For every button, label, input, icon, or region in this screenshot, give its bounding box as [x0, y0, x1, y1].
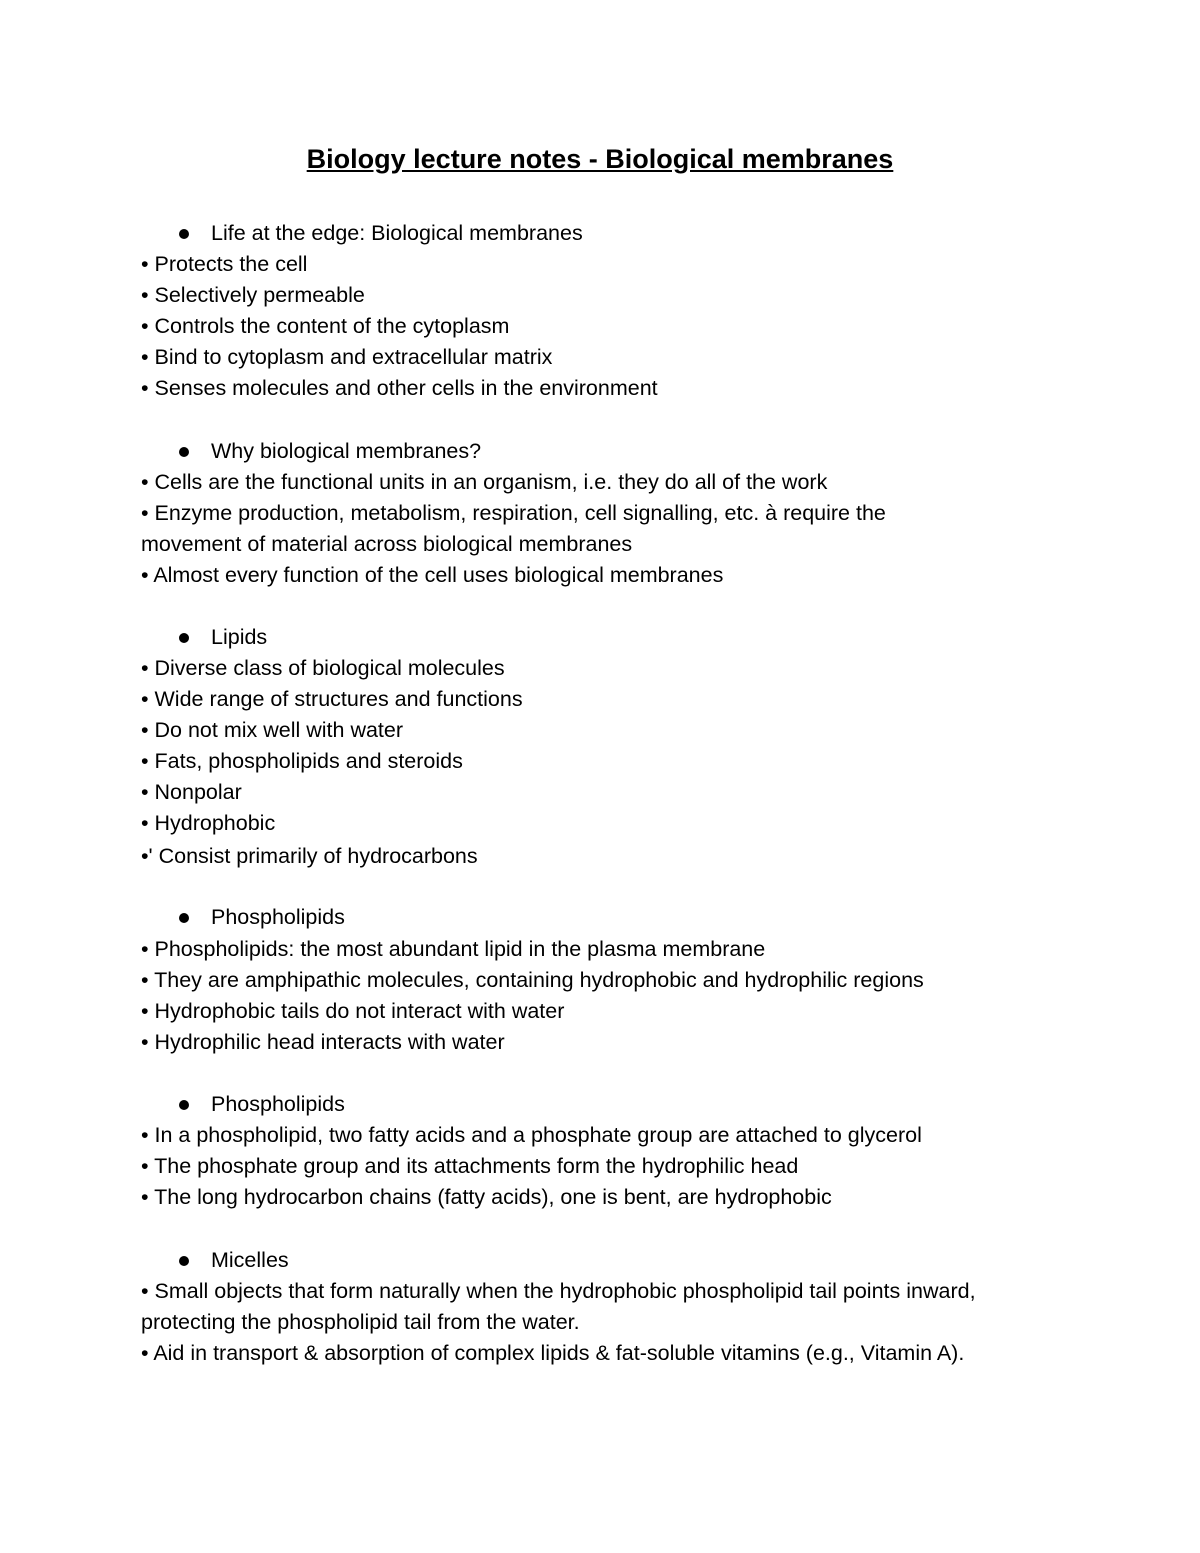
heading-bullet-icon	[179, 229, 189, 239]
page-title: Biology lecture notes - Biological membranes	[306, 144, 894, 174]
section-heading: Phospholipids	[211, 1092, 345, 1116]
list-item: • Fats, phospholipids and steroids	[141, 749, 463, 773]
list-item: • The long hydrocarbon chains (fatty acids), one is bent, are hydrophobic	[141, 1185, 832, 1209]
list-item: • They are amphipathic molecules, containing hydrophobic and hydrophilic regions	[141, 968, 924, 992]
list-item: • Senses molecules and other cells in the environment	[141, 376, 658, 400]
list-item: • Hydrophilic head interacts with water	[141, 1030, 505, 1054]
section-heading: Phospholipids	[211, 905, 345, 929]
heading-bullet-icon	[179, 1100, 189, 1110]
heading-bullet-icon	[179, 633, 189, 643]
list-item: • Hydrophobic tails do not interact with water	[141, 999, 565, 1023]
section-heading: Lipids	[211, 625, 268, 649]
list-item: • Diverse class of biological molecules	[141, 656, 505, 680]
heading-bullet-icon	[179, 447, 189, 457]
list-item: • Phospholipids: the most abundant lipid in the plasma membrane	[141, 937, 766, 961]
list-item: • Protects the cell	[141, 252, 308, 276]
list-item: • Selectively permeable	[141, 283, 365, 307]
list-item: • The phosphate group and its attachments form the hydrophilic head	[141, 1154, 799, 1178]
list-item: • Small objects that form naturally when the hydrophobic phospholipid tail points inward,	[141, 1279, 976, 1303]
list-item: • Do not mix well with water	[141, 718, 404, 742]
heading-bullet-icon	[179, 913, 189, 923]
list-item: • Enzyme production, metabolism, respiration, cell signalling, etc. à require the	[141, 501, 886, 525]
section-heading: Why biological membranes?	[211, 439, 482, 463]
list-item: • Nonpolar	[141, 780, 242, 804]
list-item: • Bind to cytoplasm and extracellular matrix	[141, 345, 553, 369]
heading-bullet-icon	[179, 1256, 189, 1266]
list-item: • Almost every function of the cell uses biological membranes	[141, 563, 724, 587]
list-item: •' Consist primarily of hydrocarbons	[141, 844, 478, 868]
list-item-continuation: movement of material across biological membranes	[141, 532, 633, 556]
list-item: • Hydrophobic	[141, 811, 276, 835]
list-item: • Cells are the functional units in an organism, i.e. they do all of the work	[141, 470, 828, 494]
list-item: • In a phospholipid, two fatty acids and a phosphate group are attached to glycerol	[141, 1123, 922, 1147]
section-heading: Life at the edge: Biological membranes	[211, 221, 583, 245]
list-item-continuation: protecting the phospholipid tail from the water.	[141, 1310, 580, 1334]
list-item: • Controls the content of the cytoplasm	[141, 314, 510, 338]
section-heading: Micelles	[211, 1248, 289, 1272]
list-item: • Wide range of structures and functions	[141, 687, 523, 711]
list-item: • Aid in transport & absorption of complex lipids & fat-soluble vitamins (e.g., Vitamin A).	[141, 1341, 965, 1365]
